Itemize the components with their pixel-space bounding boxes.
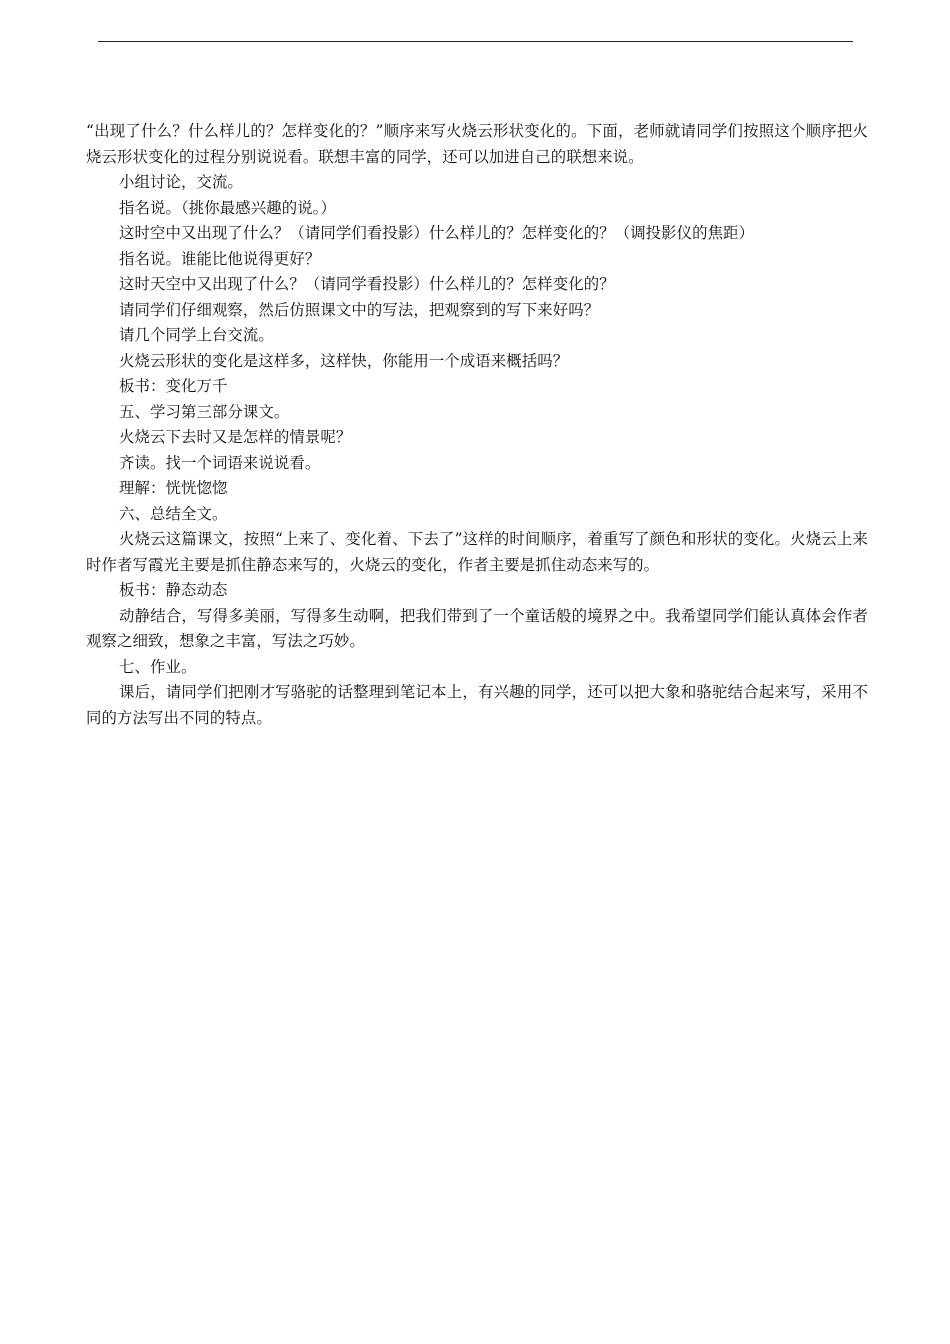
paragraph: 这时天空中又出现了什么？（请同学看投影）什么样儿的？怎样变化的？ (119, 275, 615, 293)
paragraph: 板书：静态动态 (119, 581, 228, 599)
paragraph: 六、总结全文。 (119, 504, 228, 523)
paragraph: 请几个同学上台交流。 (119, 326, 274, 344)
paragraph: 指名说。（挑你最感兴趣的说。） (119, 198, 336, 217)
paragraph: 火烧云形状的变化是这样多，这样快，你能用一个成语来概括吗？ (119, 351, 569, 370)
paragraph: 五、学习第三部分课文。 (119, 402, 290, 421)
paragraph: 小组讨论，交流。 (119, 173, 243, 191)
document-body (86, 119, 868, 731)
header-rule (98, 41, 853, 42)
paragraph: 动静结合，写得多美丽，写得多生动啊，把我们带到了一个童话般的境界之中。我希望同学们能认真体会作者观察之细致，想象之丰富，写法之巧妙。 (86, 606, 868, 650)
paragraph: 课后，请同学们把刚才写骆驼的话整理到笔记本上，有兴趣的同学，还可以把大象和骆驼结合起来写，采用不同的方法写出不同的特点。 (86, 683, 868, 727)
paragraph: 请同学们仔细观察，然后仿照课文中的写法，把观察到的写下来好吗？ (119, 300, 600, 319)
paragraph: 板书：变化万千 (119, 377, 228, 395)
paragraph: 理解：恍恍惚惚 (119, 479, 228, 497)
paragraph: 七、作业。 (119, 657, 197, 676)
paragraph: 这时空中又出现了什么？（请同学们看投影）什么样儿的？怎样变化的？（调投影仪的焦距） (119, 224, 755, 242)
paragraph: 指名说。谁能比他说得更好？ (119, 249, 321, 268)
paragraph: 火烧云这篇课文，按照“上来了、变化着、下去了”这样的时间顺序，着重写了颜色和形状的变化。火烧云上来时作者写霞光主要是抓住静态来写的，火烧云的变化，作者主要是抓住动态来写的。 (86, 530, 868, 574)
paragraph: 齐读。找一个词语来说说看。 (119, 453, 321, 472)
paragraph: “出现了什么？什么样儿的？怎样变化的？”顺序来写火烧云形状变化的。下面，老师就请同学们按照这个顺序把火烧云形状变化的过程分别说说看。联想丰富的同学，还可以加进自己的联想来说。 (86, 122, 868, 166)
paragraph: 火烧云下去时又是怎样的情景呢？ (119, 428, 352, 446)
